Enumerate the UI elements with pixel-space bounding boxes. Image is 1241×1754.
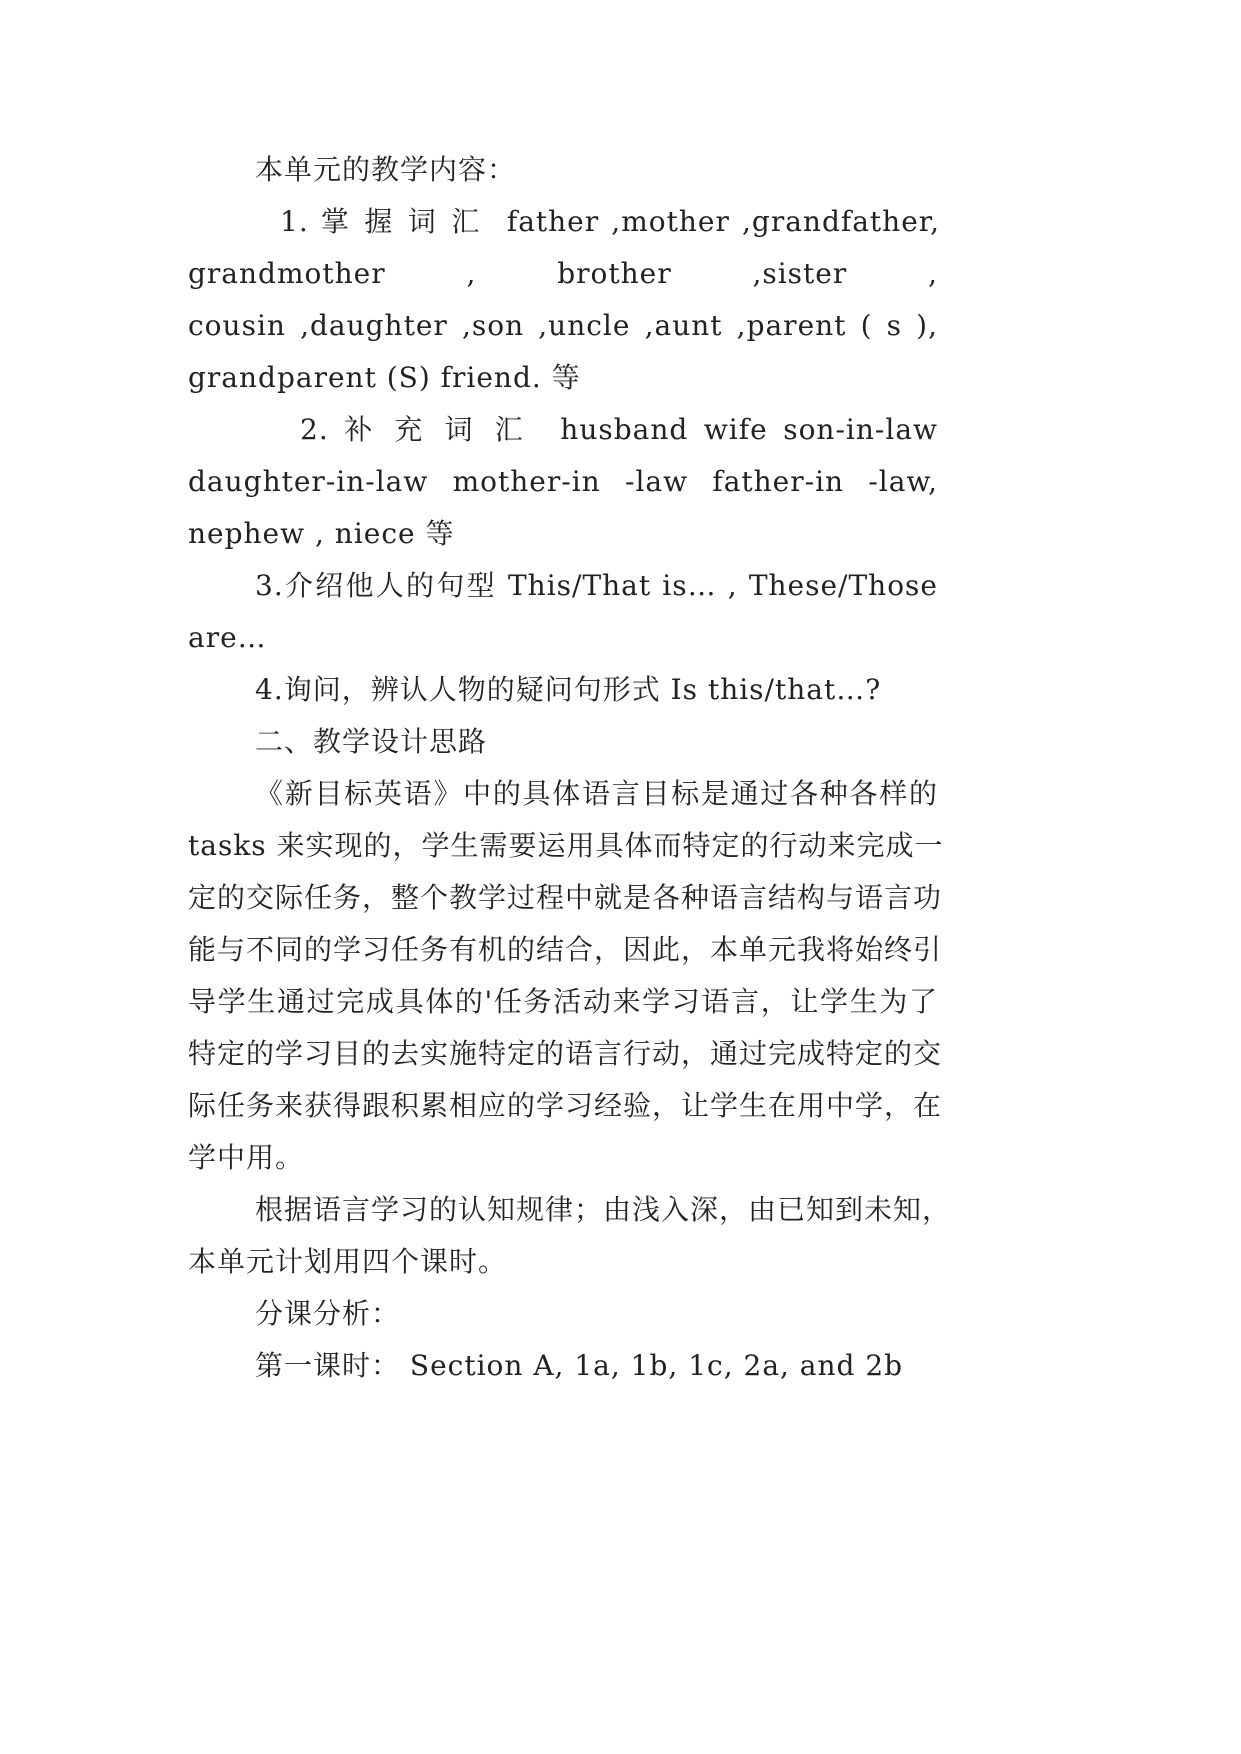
design-paragraph-line-3: 定的交际任务，整个教学过程中就是各种语言结构与语言功 [188,881,943,914]
vocab-line-1: 1. 掌 握 词 汇 father ,mother ,grandfather, [280,205,940,238]
extra-vocab-line-1: 2. 补 充 词 汇 husband wife son-in-law [300,413,938,446]
lesson-analysis-heading: 分课分析： [255,1297,401,1330]
section-heading-design: 二、教学设计思路 [255,725,488,758]
extra-vocab-line-2: daughter-in-law mother-in -law father-in -law, [188,465,938,498]
vocab-line-2: grandmother , brother ,sister , [188,257,938,290]
plan-paragraph-line-2: 本单元计划用四个课时。 [188,1245,508,1278]
design-paragraph-line-1: 《新目标英语》中的具体语言目标是通过各种各样的 [255,777,938,810]
design-paragraph-line-7: 际任务来获得跟积累相应的学习经验，让学生在用中学，在 [188,1089,943,1122]
vocab-line-4: grandparent (S) friend. 等 [188,361,581,394]
design-paragraph-line-5: 导学生通过完成具体的'任务活动来学习语言，让学生为了 [188,985,938,1018]
plan-paragraph-line-1: 根据语言学习的认知规律；由浅入深，由已知到未知， [255,1193,952,1226]
vocab-line-3: cousin ,daughter ,son ,uncle ,aunt ,parent ( s ), [188,309,938,342]
design-paragraph-line-2: tasks 来实现的，学生需要运用具体而特定的行动来完成一 [188,829,944,862]
sentence-pattern-line-2: are… [188,621,267,654]
design-paragraph-line-6: 特定的学习目的去实施特定的语言行动，通过完成特定的交 [188,1037,943,1070]
question-form-line: 4.询问，辨认人物的疑问句形式 Is this/that…? [255,673,882,706]
first-lesson-line: 第一课时： Section A, 1a, 1b, 1c, 2a, and 2b [255,1349,904,1382]
sentence-pattern-line-1: 3.介绍他人的句型 This/That is… , These/Those [255,569,938,602]
design-paragraph-line-4: 能与不同的学习任务有机的结合，因此，本单元我将始终引 [188,933,943,966]
unit-content-heading: 本单元的教学内容： [255,153,517,186]
design-paragraph-line-8: 学中用。 [188,1141,305,1174]
extra-vocab-line-3: nephew , niece 等 [188,517,455,550]
